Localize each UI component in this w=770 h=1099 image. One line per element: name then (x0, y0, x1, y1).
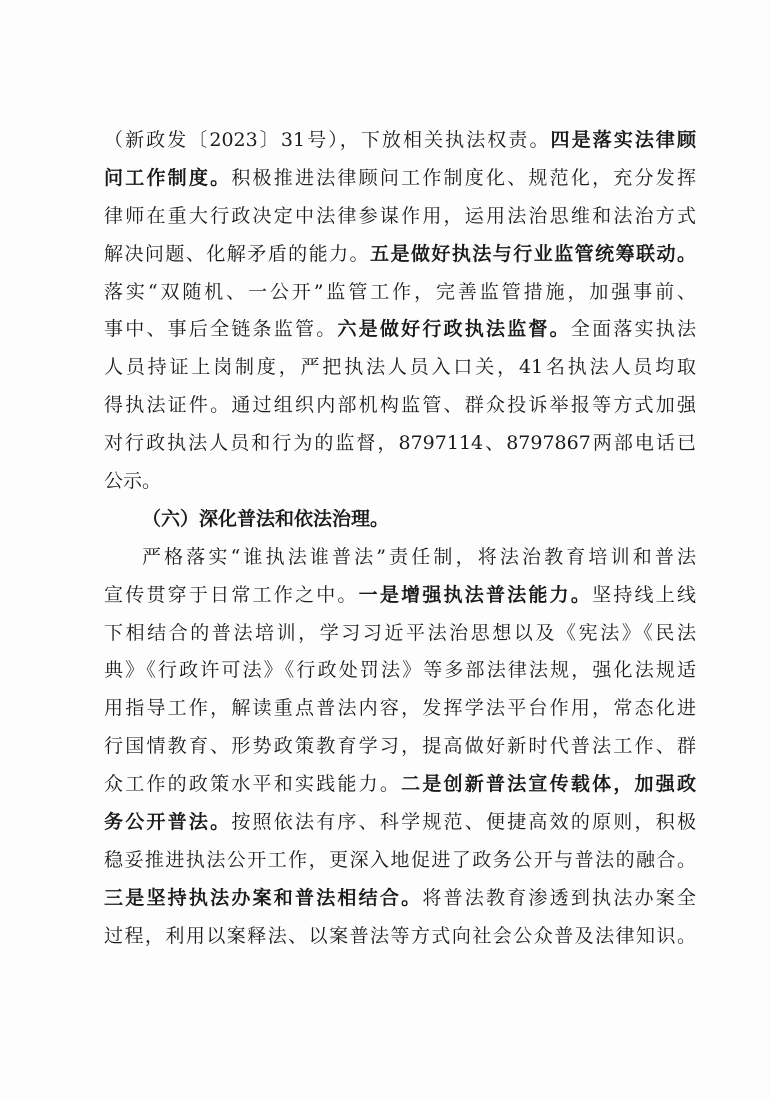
text-line: 公示。 (104, 470, 162, 493)
text-line: 律师在重大行政决定中法律参谋作用，运用法治思维和法治方式 (104, 204, 696, 227)
section-heading (104, 501, 696, 539)
text-line: （新政发〔2023〕31号），下放相关执法权责。四是落实法律顾 (104, 129, 696, 151)
text-line: 得执法证件。通过组织内部机构监管、群众投诉举报等方式加强 (104, 394, 696, 417)
text-line: 用指导工作，解读重点普法内容，发挥学法平台作用，常态化进 (104, 697, 696, 720)
text-line: 过程，利用以案释法、以案普法等方式向社会公众普及法律知识。 (104, 924, 696, 947)
paragraph-legal-education (104, 539, 696, 956)
text-line: 对行政执法人员和行为的监督，8797114、8797867两部电话已 (104, 432, 696, 455)
text-line: 事中、事后全链条监管。六是做好行政执法监督。全面落实执法 (104, 318, 696, 341)
text-line: 行国情教育、形势政策教育学习，提高做好新时代普法工作、群 (104, 735, 696, 758)
text-line: 严格落实“谁执法谁普法”责任制，将法治教育培训和普法 (142, 545, 696, 568)
heading-line: （六）深化普法和依法治理。 (142, 507, 390, 530)
text-line: 典》《行政许可法》《行政处罚法》等多部法律法规，强化法规适 (104, 659, 696, 682)
text-line: 务公开普法。按照依法有序、科学规范、便捷高效的原则，积极 (104, 811, 696, 834)
text-line: 宣传贯穿于日常工作之中。一是增强执法普法能力。坚持线上线 (104, 583, 696, 606)
text-line: 问工作制度。积极推进法律顾问工作制度化、规范化，充分发挥 (104, 166, 696, 189)
text-line: 众工作的政策水平和实践能力。二是创新普法宣传载体，加强政 (104, 773, 696, 796)
paragraph-enforcement (104, 122, 696, 501)
text-line: 落实“双随机、一公开”监管工作，完善监管措施，加强事前、 (104, 280, 696, 303)
text-line: 人员持证上岗制度，严把执法人员入口关，41名执法人员均取 (104, 356, 696, 379)
text-line: 解决问题、化解矛盾的能力。五是做好执法与行业监管统筹联动。 (104, 242, 696, 265)
text-line: 稳妥推进执法公开工作，更深入地促进了政务公开与普法的融合。 (104, 848, 696, 871)
document-body (104, 122, 696, 956)
text-line: 下相结合的普法培训，学习习近平法治思想以及《宪法》《民法 (104, 621, 696, 644)
text-line: 三是坚持执法办案和普法相结合。将普法教育渗透到执法办案全 (104, 886, 696, 909)
